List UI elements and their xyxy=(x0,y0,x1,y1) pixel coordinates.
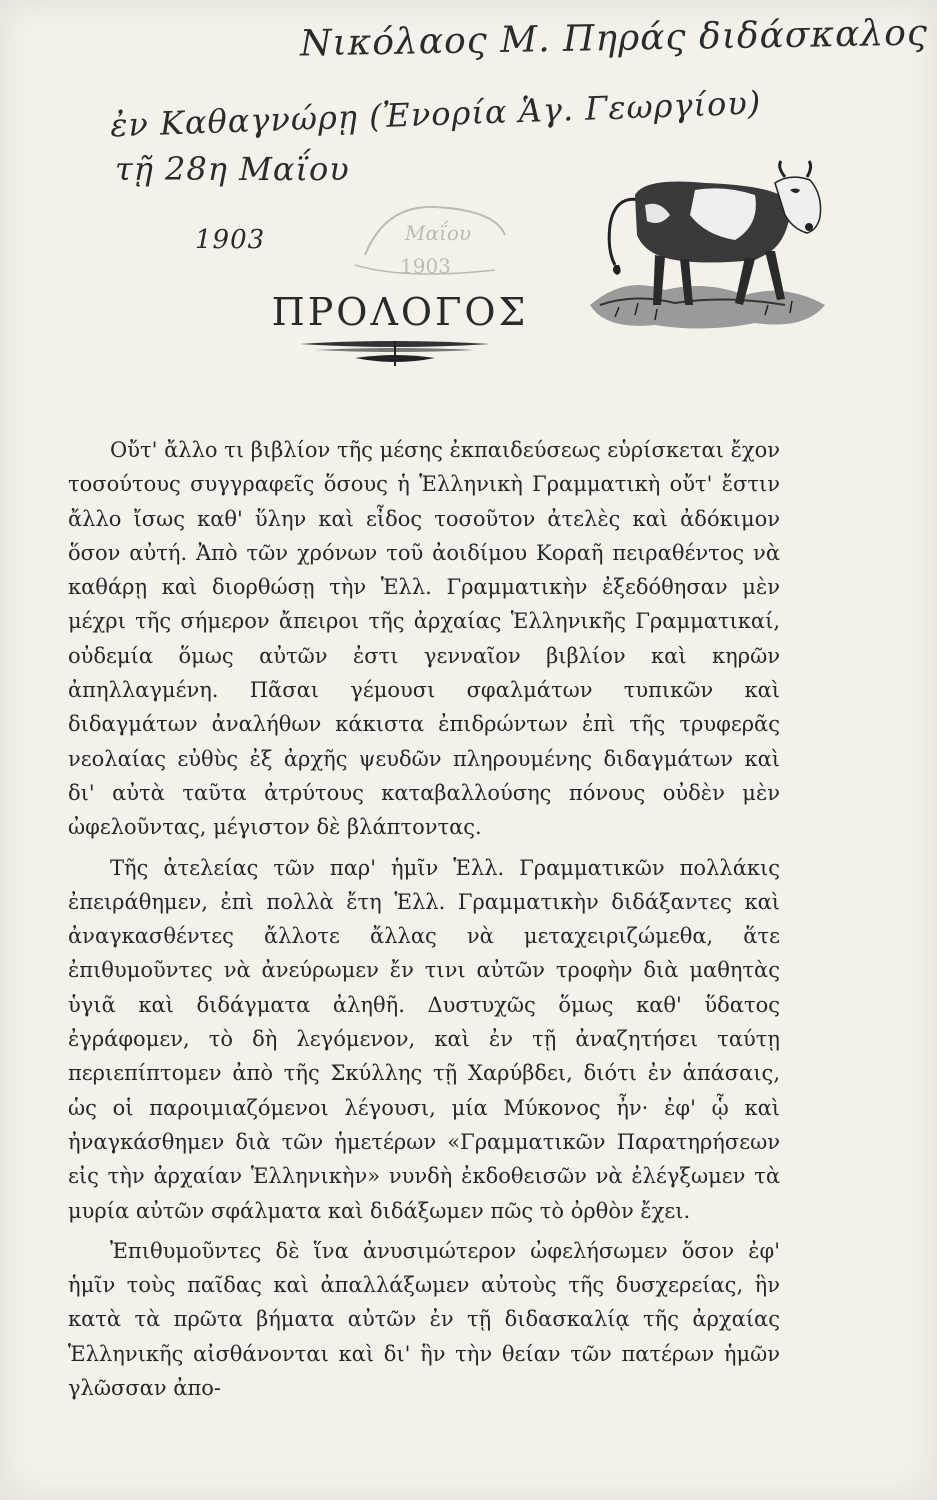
page-title: ΠΡΟΛΟΓΟΣ xyxy=(271,290,529,334)
bull-illustration xyxy=(585,155,835,340)
handwritten-date: τῇ 28η Μαΐου xyxy=(115,150,350,188)
svg-text:Μαΐου: Μαΐου xyxy=(405,221,472,245)
handwritten-year: 1903 xyxy=(195,225,266,255)
handwritten-owner-name: Νικόλαος Μ. Πηράς διδάσκαλος xyxy=(299,12,929,65)
svg-text:1903: 1903 xyxy=(400,254,451,278)
faint-stamp-image xyxy=(345,195,515,285)
paragraph: Ἐπιθυμοῦντες δὲ ἵνα ἀνυσιμώτερον ὠφελήσωμεν ὅσον ἐφ' ἡμῖν τοὺς παῖδας καὶ ἀπαλλάξωμεν αὐτοὺς τῆς δυσχερείας, ἣν κατὰ τὰ πρῶτα βήματα αὐτῶν ἐν τῇ διδασκαλίᾳ τῆς ἀρχαίας Ἑλληνικῆς αἰσθάνονται καὶ δι' ἣν τὴν θείαν τῶν πατέρων ἡμῶν γλῶσσαν ἀπο- xyxy=(68,1238,780,1401)
paragraph: Τῆς ἀτελείας τῶν παρ' ἡμῖν Ἑλλ. Γραμματικῶν πολλάκις ἐπειράθημεν, ἐπὶ πολλὰ ἔτη Ἑλλ. Γραμματικὴν διδάξαντες καὶ ἀναγκασθέντες ἄλλοτε ἄλλας νὰ μεταχειριζώμεθα, ἅτε ἐπιθυμοῦντες νὰ ἀνεύρωμεν ἔν τινι αὐτῶν τροφὴν διὰ μαθητὰς ὑγιᾶ καὶ διδάγματα ἀληθῆ. Δυστυχῶς ὅμως καθ' ὕδατος ἐγράφομεν, τὸ δὴ λεγόμενον, καὶ ἐν τῇ ἀναζητήσει ταύτῃ περιεπίπτομεν ἀπὸ τῆς Σκύλλης τῇ Χαρύβδει, διότι ἐν ἁπάσαις, ὡς οἱ παροιμιαζόμενοι λέγουσι, μία Μύκονος ἦν· ἐφ' ᾧ καὶ ἠναγκάσθημεν διὰ τῶν ἡμετέρων «Γραμματικῶν Παρατηρήσεων εἰς τὴν ἀρχαίαν Ἑλληνικὴν» νυνδὴ ἐκδοθεισῶν νὰ ἐλέγξωμεν τὰ μυρία αὐτῶν σφάλματα καὶ διδάξωμεν πῶς τὸ ὀρθὸν ἔχει. xyxy=(68,855,780,1223)
handwritten-location: ἐν Καθαγνώρῃ (Ἐνορία Ἁγ. Γεωργίου) xyxy=(109,83,762,145)
paragraph: Οὔτ' ἄλλο τι βιβλίον τῆς μέσης ἐκπαιδεύσεως εὑρίσκεται ἔχον τοσούτους συγγραφεῖς ὅσους ἡ Ἑλληνικὴ Γραμματικὴ οὔτ' ἔστιν ἄλλο ἴσως καθ' ὕλην καὶ εἶδος τοσοῦτον ἀτελὲς καὶ ἀδόκιμον ὅσον αὐτή. Ἀπὸ τῶν χρόνων τοῦ ἀοιδίμου Κοραῆ πειραθέντος νὰ καθάρῃ καὶ διορθώσῃ τὴν Ἑλλ. Γραμματικὴν ἐξεδόθησαν μὲν μέχρι τῆς σήμερον ἄπειροι τῆς ἀρχαίας Ἑλληνικῆς Γραμματικαί, οὐδεμία ὅμως αὐτῶν ἐστι γενναῖον βιβλίον καὶ κηρῶν ἀπηλλαγμένη. Πᾶσαι γέμουσι σφαλμάτων τυπικῶν καὶ διδαγμάτων ἀναλήθων κάκιστα ἐπιδρώντων ἐπὶ τῆς τρυφερᾶς νεολαίας εὐθὺς ἐξ ἀρχῆς ψευδῶν πληρουμένης διδαγμάτων καὶ δι' αὐτὰ ταῦτα ἀτρύτους καταβαλλούσης πόνους οὐδὲν μὲν ὠφελοῦντας, μέγιστον δὲ βλάπτοντας. xyxy=(68,438,780,840)
title-ornament xyxy=(295,336,495,370)
preface-body xyxy=(68,433,780,1405)
